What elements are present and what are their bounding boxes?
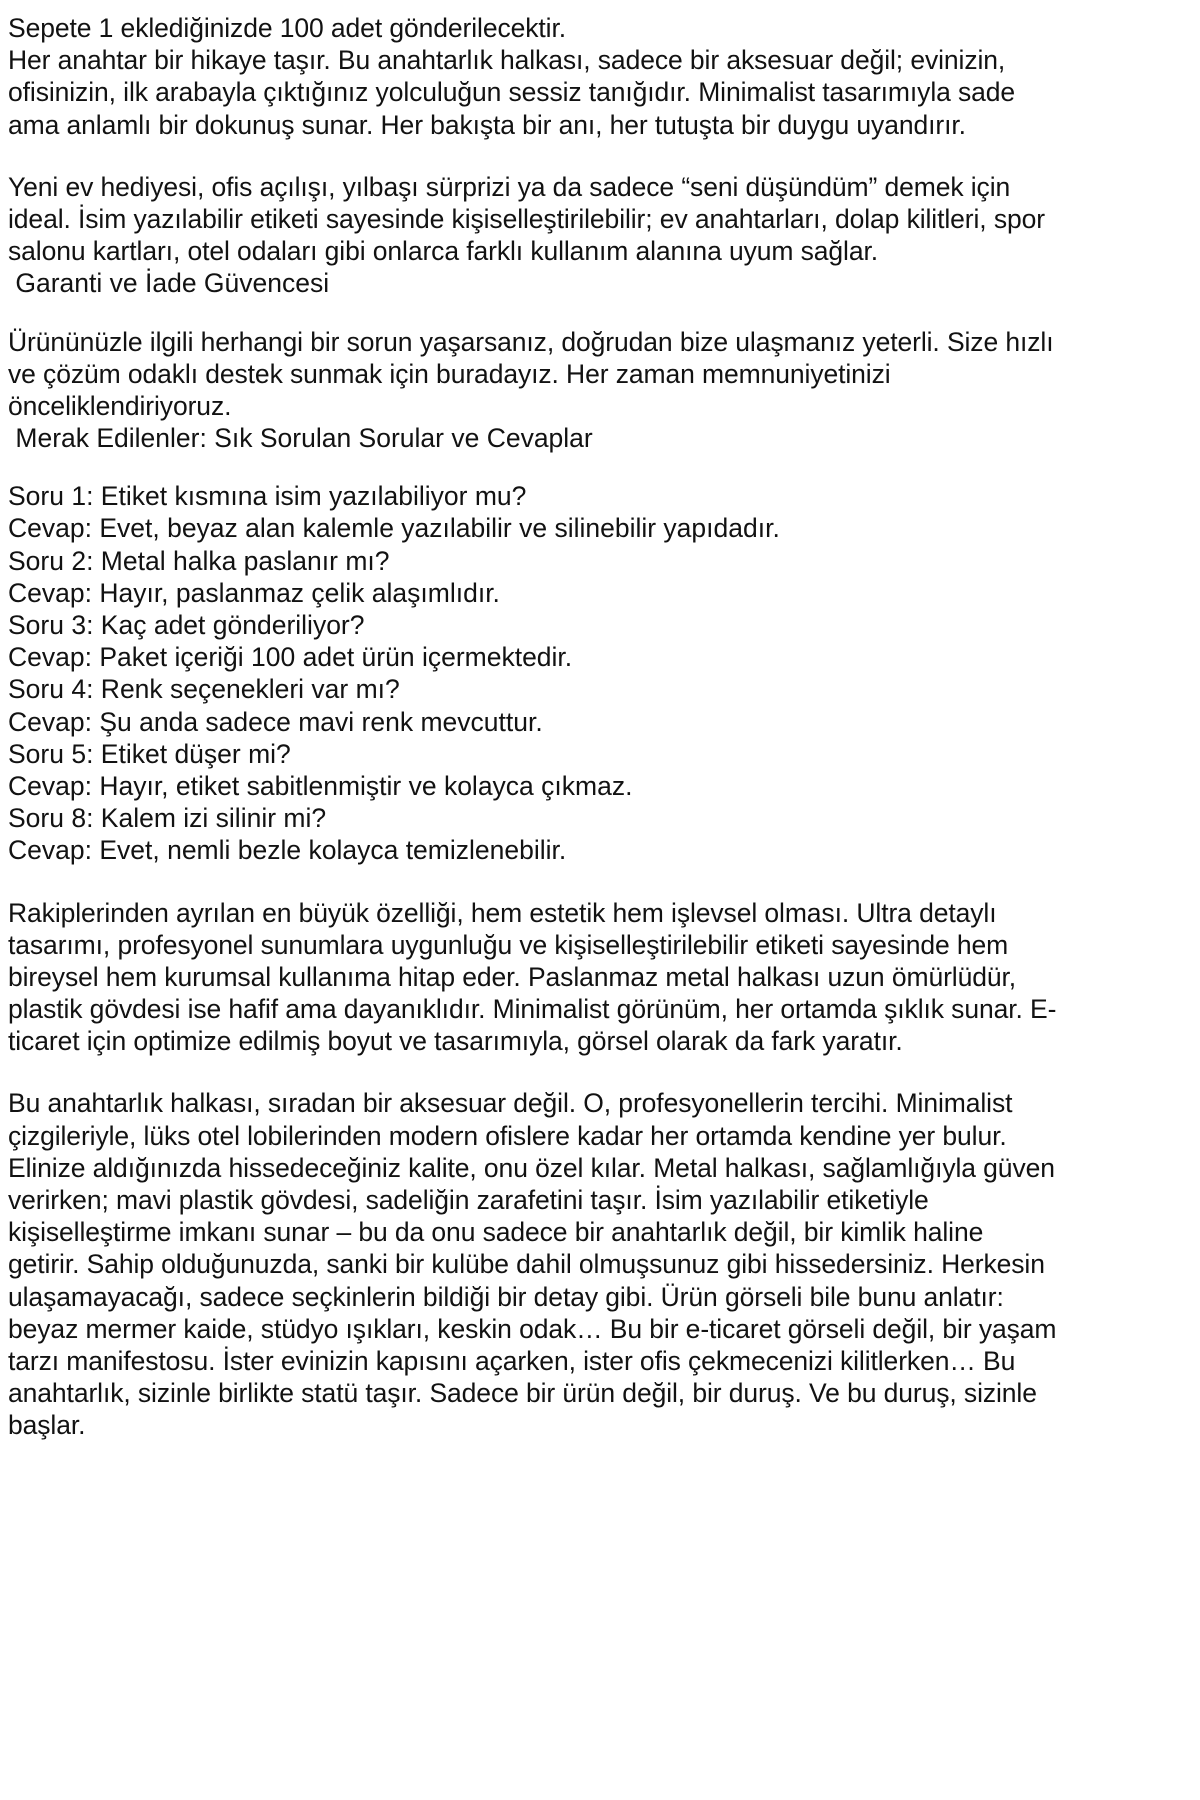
- faq-line: Soru 5: Etiket düşer mi?: [8, 738, 291, 769]
- faq-line: Cevap: Evet, nemli bezle kolayca temizlenebilir.: [8, 835, 567, 866]
- paragraph-features: Rakiplerinden ayrılan en büyük özelliği, hem estetik hem işlevsel olması. Ultra detaylı tasarımı, profesyonel sunumlara uygunluğu ve kişiselleştirilebilir etiketi sayesinde hem bireysel hem kurumsal kullanıma hitap eder. Paslanmaz metal halkası uzun ömürlüdür, plastik gövdesi ise hafif ama dayanıklıdır. Minimalist görünüm, her ortamda şıklık sunar. E-ticaret için optimize edilmiş boyut ve tasarımıyla, görsel olarak da fark yaratır.: [8, 897, 1057, 1057]
- support-block: [8, 326, 1060, 455]
- faq-line: Soru 1: Etiket kısmına isim yazılabiliyor mu?: [8, 481, 527, 512]
- spacer: [8, 454, 1060, 480]
- paragraph-lifestyle: Bu anahtarlık halkası, sıradan bir aksesuar değil. O, profesyonellerin tercihi. Minimalist çizgileriyle, lüks otel lobilerinden modern ofislere kadar her ortamda kendine yer bulur. Elinize aldığınızda hissedeceğiniz kalite, onu özel kılar. Metal halkası, sağlamlığıyla güven verirken; mavi plastik gövdesi, sadeliğin zarafetini taşır. İsim yazılabilir etiketiyle kişiselleştirme imkanı sunar – bu da onu sadece bir anahtarlık değil, bir kimlik haline getirir. Sahip olduğunuzda, sanki bir kulübe dahil olmuşsunuz gibi hissedersiniz. Herkesin ulaşamayacağı, sadece seçkinlerin bildiği bir detay gibi. Ürün görseli bile bunu anlatır: beyaz mermer kaide, stüdyo ışıkları, keskin odak… Bu bir e-ticaret görseli değil, bir yaşam tarzı manifestosu. İster evinizin kapısını açarken, ister ofis çekmecenizi kilitlerken… Bu anahtarlık, sizinle birlikte statü taşır. Sadece bir ürün değil, bir duruş. Ve bu duruş, sizinle başlar.: [8, 1088, 1064, 1441]
- spacer: [8, 141, 1060, 171]
- spacer: [8, 300, 1060, 326]
- faq-line: Cevap: Evet, beyaz alan kalemle yazılabilir ve silinebilir yapıdadır.: [8, 513, 780, 544]
- faq-line: Soru 8: Kalem izi silinir mi?: [8, 803, 327, 834]
- faq-line: Cevap: Şu anda sadece mavi renk mevcuttur.: [8, 706, 543, 737]
- paragraph-support: Ürününüzle ilgili herhangi bir sorun yaşarsanız, doğrudan bize ulaşmanız yeterli. Size hızlı ve çözüm odaklı destek sunmak için buradayız. Her zaman memnuniyetinizi önceliklendiriyoruz.: [8, 326, 1061, 421]
- spacer: [8, 867, 1060, 897]
- faq-line: Cevap: Hayır, paslanmaz çelik alaşımlıdır.: [8, 577, 500, 608]
- heading-faq: Merak Edilenler: Sık Sorulan Sorular ve Cevaplar: [8, 423, 593, 454]
- faq-line: Soru 2: Metal halka paslanır mı?: [8, 545, 390, 576]
- intro-note: Sepete 1 eklediğinizde 100 adet gönderilecektir.: [8, 13, 566, 43]
- faq-line: Soru 4: Renk seçenekleri var mı?: [8, 674, 400, 705]
- faq-line: Cevap: Hayır, etiket sabitlenmiştir ve kolayca çıkmaz.: [8, 770, 633, 801]
- faq-list: [8, 480, 1060, 866]
- paragraph-intro-story: Her anahtar bir hikaye taşır. Bu anahtarlık halkası, sadece bir aksesuar değil; evinizin, ofisinizin, ilk arabayla çıktığınız yolculuğun sessiz tanığıdır. Minimalist tasarımıyla sade ama anlamlı bir dokunuş sunar. Her bakışta bir anı, her tutuşta bir duygu uyandırır.: [8, 45, 1023, 140]
- faq-line: Cevap: Paket içeriği 100 adet ürün içermektedir.: [8, 642, 573, 673]
- features-block: [8, 897, 1060, 1058]
- intro-block: [8, 12, 1060, 141]
- faq-line: Soru 3: Kaç adet gönderiliyor?: [8, 610, 365, 640]
- spacer: [8, 1057, 1060, 1087]
- gift-usage-block: [8, 171, 1060, 300]
- paragraph-gift-usage: Yeni ev hediyesi, ofis açılışı, yılbaşı sürprizi ya da sadece “seni düşündüm” demek için ideal. İsim yazılabilir etiketi sayesinde kişiselleştirilebilir; ev anahtarları, dolap kilitleri, spor salonu kartları, otel odaları gibi onlarca farklı kullanım alanına uyum sağlar.: [8, 171, 1053, 267]
- lifestyle-block: [8, 1087, 1064, 1441]
- heading-warranty: Garanti ve İade Güvencesi: [8, 268, 330, 299]
